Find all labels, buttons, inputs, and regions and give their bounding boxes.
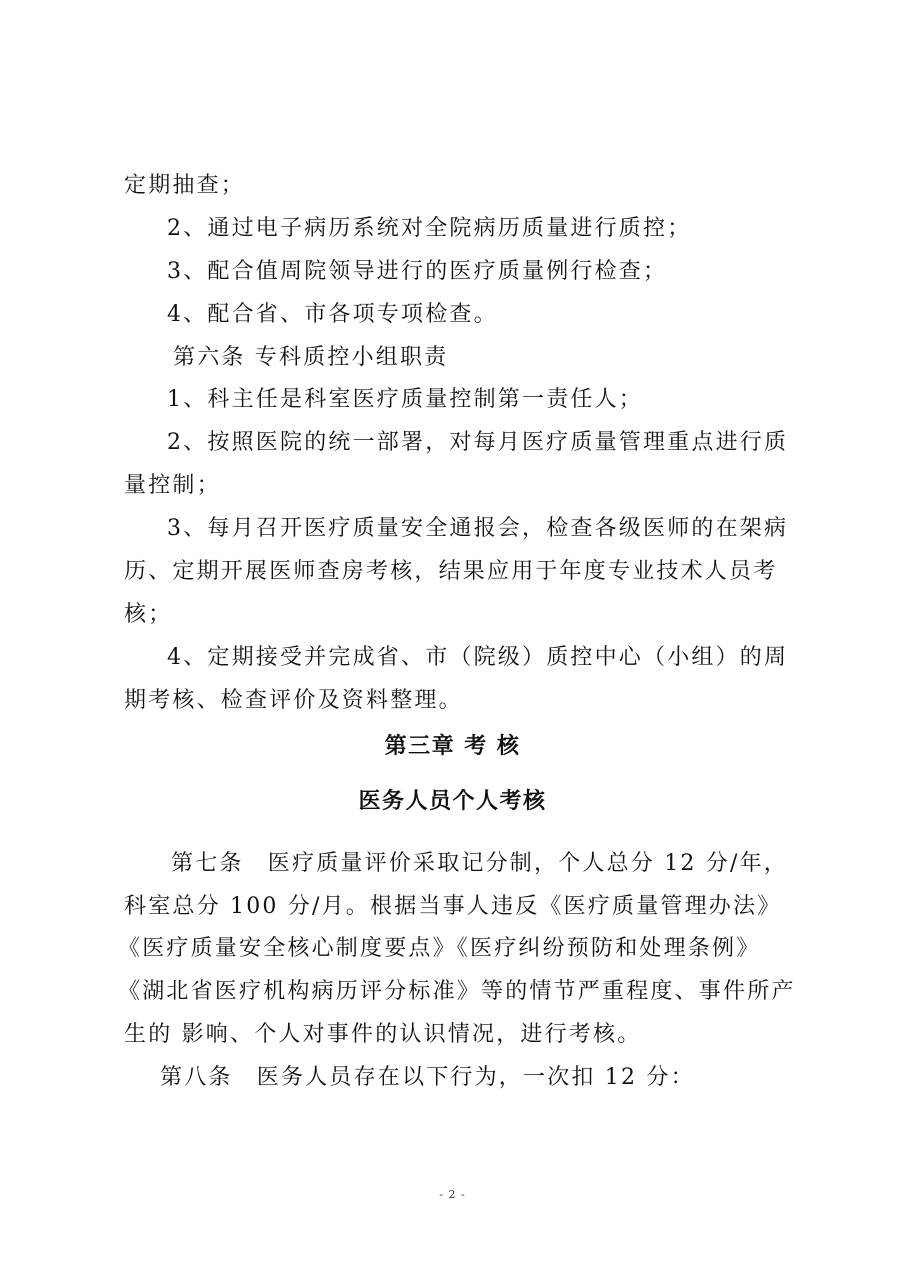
text-line: 3、每月召开医疗质量安全通报会，检查各级医师的在架病 [167,516,789,541]
text-line: 第八条 医务人员存在以下行为，一次扣 12 分： [160,1065,695,1090]
text-line: 历、定期开展医师查房考核，结果应用于年度专业技术人员考 [124,559,778,584]
text-line: 2、按照医院的统一部署，对每月医疗质量管理重点进行质 [167,430,789,455]
section-title: 医务人员个人考核 [358,789,547,814]
text-line: 《医疗质量安全核心制度要点》《医疗纠纷预防和处理条例》 [118,936,761,961]
text-line: 4、定期接受并完成省、市（院级）质控中心（小组）的周 [167,645,789,670]
text-line: 3、配合值周院领导进行的医疗质量例行检查； [167,259,668,284]
chapter-title: 第三章 考 核 [384,734,521,759]
page-number: - 2 - [439,1188,466,1201]
text-line: 2、通过电子病历系统对全院病历质量进行质控； [167,216,692,241]
text-line: 1、科主任是科室医疗质量控制第一责任人； [167,387,643,412]
text-line: 4、配合省、市各项专项检查。 [167,302,498,327]
text-line: 定期抽查； [124,173,246,198]
text-line: 生的 影响、个人对事件的认识情况，进行考核。 [124,1022,642,1047]
text-line: 核； [124,602,173,627]
text-line: 第七条 医疗质量评价采取记分制，个人总分 12 分/年， [171,851,788,876]
text-line: 期考核、检查评价及资料整理。 [124,688,463,713]
text-line: 《湖北省医疗机构病历评分标准》等的情节严重程度、事件所产 [118,979,796,1004]
text-line: 科室总分 100 分/月。根据当事人违反《医疗质量管理办法》 [124,894,782,919]
article-heading: 第六条 专科质控小组职责 [173,345,449,370]
text-line: 量控制； [124,473,221,498]
